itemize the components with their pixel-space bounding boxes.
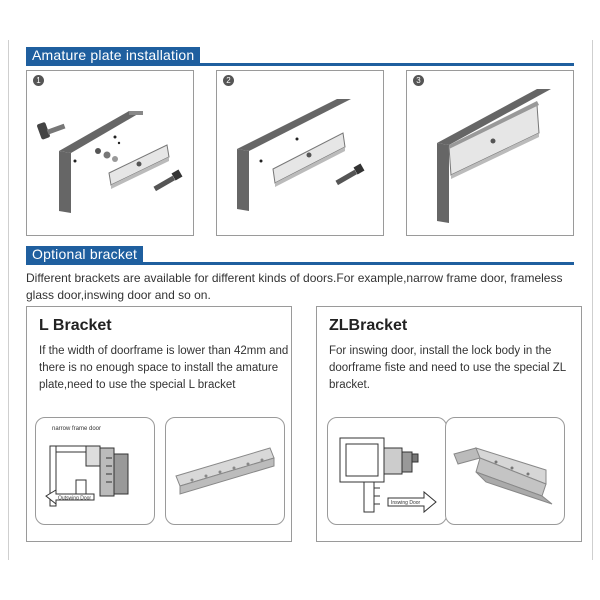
l-bracket-title: L Bracket: [39, 317, 112, 334]
section-bar-installation: [26, 63, 574, 66]
zl-bracket-diagram: [327, 417, 447, 525]
section-title-installation: Amature plate installation: [26, 47, 200, 64]
zl-bracket-arrow-label: Inswing Door: [391, 500, 421, 506]
l-bracket-box: [26, 306, 292, 542]
l-bracket-diagram: [35, 417, 155, 525]
zl-bracket-description: For inswing door, install the lock body in the doorframe fiste and need to use the special ZL bracket.: [329, 345, 566, 391]
step-3-illustration: [407, 71, 573, 235]
step-number-3: 3: [413, 75, 424, 86]
step-number-1: 1: [33, 75, 44, 86]
zl-bracket-photo: [445, 417, 565, 525]
step-1-illustration: [27, 71, 193, 235]
step-panel-3: [406, 70, 574, 236]
l-bracket-arrow-label: Outswing Door: [58, 495, 92, 502]
l-bracket-diagram-label: narrow frame door: [52, 426, 102, 432]
l-bracket-photo: [165, 417, 285, 525]
l-bracket-description: If the width of doorframe is lower than 42mm and there is no enough space to install the amature plate,need to use the special L bracket: [39, 345, 289, 391]
step-2-illustration: [217, 71, 383, 235]
section-title-optional-bracket: Optional bracket: [26, 246, 143, 263]
zl-bracket-part-illustration: [446, 418, 564, 524]
zl-bracket-title: ZLBracket: [329, 317, 408, 334]
section-bar-optional-bracket: [26, 262, 574, 265]
step-number-2: 2: [223, 75, 234, 86]
page-border-left: [8, 40, 9, 560]
zl-bracket-diagram-drawing: [328, 418, 446, 524]
step-panel-1: [26, 70, 194, 236]
step-panel-2: [216, 70, 384, 236]
page-border-right: [592, 40, 593, 560]
zl-bracket-box: [316, 306, 582, 542]
intro-text: Different brackets are available for different kinds of doors.For example,narrow frame door, frameless glass door,inswing door and so on.: [26, 271, 563, 302]
l-bracket-part-illustration: [166, 418, 284, 524]
l-bracket-diagram-drawing: [36, 418, 154, 524]
